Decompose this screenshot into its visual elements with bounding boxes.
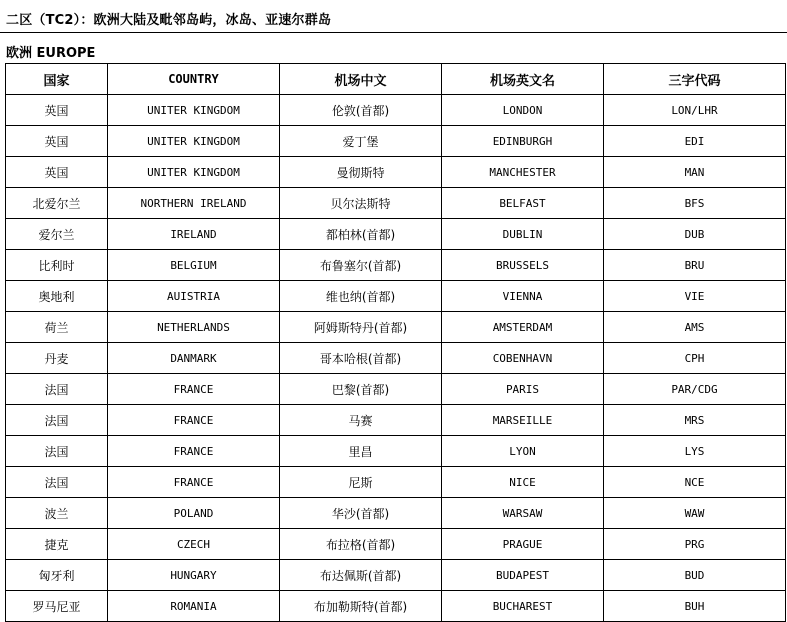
table-row — [6, 126, 786, 157]
iata-code-cell: CPH — [604, 343, 786, 374]
country-cn-cell: 匈牙利 — [6, 560, 108, 591]
header-airport-en: 机场英文名 — [442, 64, 604, 95]
airport-en-cell: MARSEILLE — [442, 405, 604, 436]
airport-cn-cell: 阿姆斯特丹(首都) — [280, 312, 442, 343]
airport-cn-cell: 爱丁堡 — [280, 126, 442, 157]
airport-en-cell: LONDON — [442, 95, 604, 126]
header-iata-code: 三字代码 — [604, 64, 786, 95]
iata-code-cell: BFS — [604, 188, 786, 219]
iata-code-cell: DUB — [604, 219, 786, 250]
table-row — [6, 529, 786, 560]
country-en-cell: BELGIUM — [108, 250, 280, 281]
country-cn-cell: 波兰 — [6, 498, 108, 529]
table-row — [6, 591, 786, 622]
airport-en-cell: DUBLIN — [442, 219, 604, 250]
country-en-cell: FRANCE — [108, 405, 280, 436]
header-country-en: COUNTRY — [108, 64, 280, 95]
airport-en-cell: BRUSSELS — [442, 250, 604, 281]
country-cn-cell: 捷克 — [6, 529, 108, 560]
iata-code-cell: AMS — [604, 312, 786, 343]
iata-code-cell: MAN — [604, 157, 786, 188]
country-cn-cell: 英国 — [6, 157, 108, 188]
country-en-cell: FRANCE — [108, 374, 280, 405]
country-cn-cell: 法国 — [6, 374, 108, 405]
airport-cn-cell: 伦敦(首都) — [280, 95, 442, 126]
table-row — [6, 188, 786, 219]
airport-cn-cell: 尼斯 — [280, 467, 442, 498]
country-cn-cell: 比利时 — [6, 250, 108, 281]
country-cn-cell: 英国 — [6, 95, 108, 126]
iata-code-cell: MRS — [604, 405, 786, 436]
airport-cn-cell: 布拉格(首都) — [280, 529, 442, 560]
iata-code-cell: EDI — [604, 126, 786, 157]
airport-code-table — [5, 63, 786, 622]
table-body — [6, 95, 786, 622]
country-en-cell: ROMANIA — [108, 591, 280, 622]
country-cn-cell: 法国 — [6, 467, 108, 498]
table-row — [6, 374, 786, 405]
iata-code-cell: PAR/CDG — [604, 374, 786, 405]
country-en-cell: IRELAND — [108, 219, 280, 250]
country-cn-cell: 奥地利 — [6, 281, 108, 312]
country-en-cell: NETHERLANDS — [108, 312, 280, 343]
airport-en-cell: AMSTERDAM — [442, 312, 604, 343]
table-row — [6, 219, 786, 250]
airport-cn-cell: 布鲁塞尔(首都) — [280, 250, 442, 281]
airport-cn-cell: 华沙(首都) — [280, 498, 442, 529]
iata-code-cell: PRG — [604, 529, 786, 560]
table-row — [6, 95, 786, 126]
iata-code-cell: VIE — [604, 281, 786, 312]
country-en-cell: AUISTRIA — [108, 281, 280, 312]
page-title: 二区（TC2）：欧洲大陆及毗邻岛屿，冰岛、亚速尔群岛 — [6, 13, 332, 28]
country-en-cell: UNITER KINGDOM — [108, 95, 280, 126]
country-en-cell: FRANCE — [108, 436, 280, 467]
airport-cn-cell: 哥本哈根(首都) — [280, 343, 442, 374]
country-en-cell: UNITER KINGDOM — [108, 126, 280, 157]
airport-en-cell: EDINBURGH — [442, 126, 604, 157]
airport-en-cell: COBENHAVN — [442, 343, 604, 374]
airport-en-cell: BUCHAREST — [442, 591, 604, 622]
country-cn-cell: 荷兰 — [6, 312, 108, 343]
airport-cn-cell: 曼彻斯特 — [280, 157, 442, 188]
country-cn-cell: 罗马尼亚 — [6, 591, 108, 622]
country-en-cell: POLAND — [108, 498, 280, 529]
header-airport-cn: 机场中文 — [280, 64, 442, 95]
airport-cn-cell: 都柏林(首都) — [280, 219, 442, 250]
table-row — [6, 312, 786, 343]
airport-cn-cell: 里昌 — [280, 436, 442, 467]
airport-cn-cell: 维也纳(首都) — [280, 281, 442, 312]
iata-code-cell: BUD — [604, 560, 786, 591]
country-cn-cell: 法国 — [6, 405, 108, 436]
iata-code-cell: NCE — [604, 467, 786, 498]
country-cn-cell: 英国 — [6, 126, 108, 157]
table-row — [6, 560, 786, 591]
airport-en-cell: BELFAST — [442, 188, 604, 219]
iata-code-cell: LON/LHR — [604, 95, 786, 126]
table-header-row — [6, 64, 786, 95]
table-row — [6, 405, 786, 436]
airport-en-cell: WARSAW — [442, 498, 604, 529]
table-row — [6, 467, 786, 498]
table-row — [6, 250, 786, 281]
airport-cn-cell: 贝尔法斯特 — [280, 188, 442, 219]
table-row — [6, 498, 786, 529]
country-en-cell: HUNGARY — [108, 560, 280, 591]
country-en-cell: CZECH — [108, 529, 280, 560]
iata-code-cell: BRU — [604, 250, 786, 281]
airport-en-cell: NICE — [442, 467, 604, 498]
country-cn-cell: 法国 — [6, 436, 108, 467]
airport-cn-cell: 马赛 — [280, 405, 442, 436]
header-country-cn: 国家 — [6, 64, 108, 95]
country-en-cell: DANMARK — [108, 343, 280, 374]
country-cn-cell: 丹麦 — [6, 343, 108, 374]
table-row — [6, 157, 786, 188]
table-row — [6, 436, 786, 467]
airport-en-cell: VIENNA — [442, 281, 604, 312]
region-subtitle: 欧洲 EUROPE — [6, 46, 96, 61]
country-cn-cell: 北爱尔兰 — [6, 188, 108, 219]
airport-cn-cell: 巴黎(首都) — [280, 374, 442, 405]
airport-en-cell: LYON — [442, 436, 604, 467]
airport-en-cell: MANCHESTER — [442, 157, 604, 188]
iata-code-cell: WAW — [604, 498, 786, 529]
table-row — [6, 281, 786, 312]
airport-en-cell: PRAGUE — [442, 529, 604, 560]
country-en-cell: NORTHERN IRELAND — [108, 188, 280, 219]
airport-en-cell: PARIS — [442, 374, 604, 405]
title-divider — [0, 32, 787, 33]
airport-en-cell: BUDAPEST — [442, 560, 604, 591]
airport-cn-cell: 布达佩斯(首都) — [280, 560, 442, 591]
country-en-cell: UNITER KINGDOM — [108, 157, 280, 188]
iata-code-cell: LYS — [604, 436, 786, 467]
country-en-cell: FRANCE — [108, 467, 280, 498]
country-cn-cell: 爱尔兰 — [6, 219, 108, 250]
iata-code-cell: BUH — [604, 591, 786, 622]
table-row — [6, 343, 786, 374]
airport-cn-cell: 布加勒斯特(首都) — [280, 591, 442, 622]
